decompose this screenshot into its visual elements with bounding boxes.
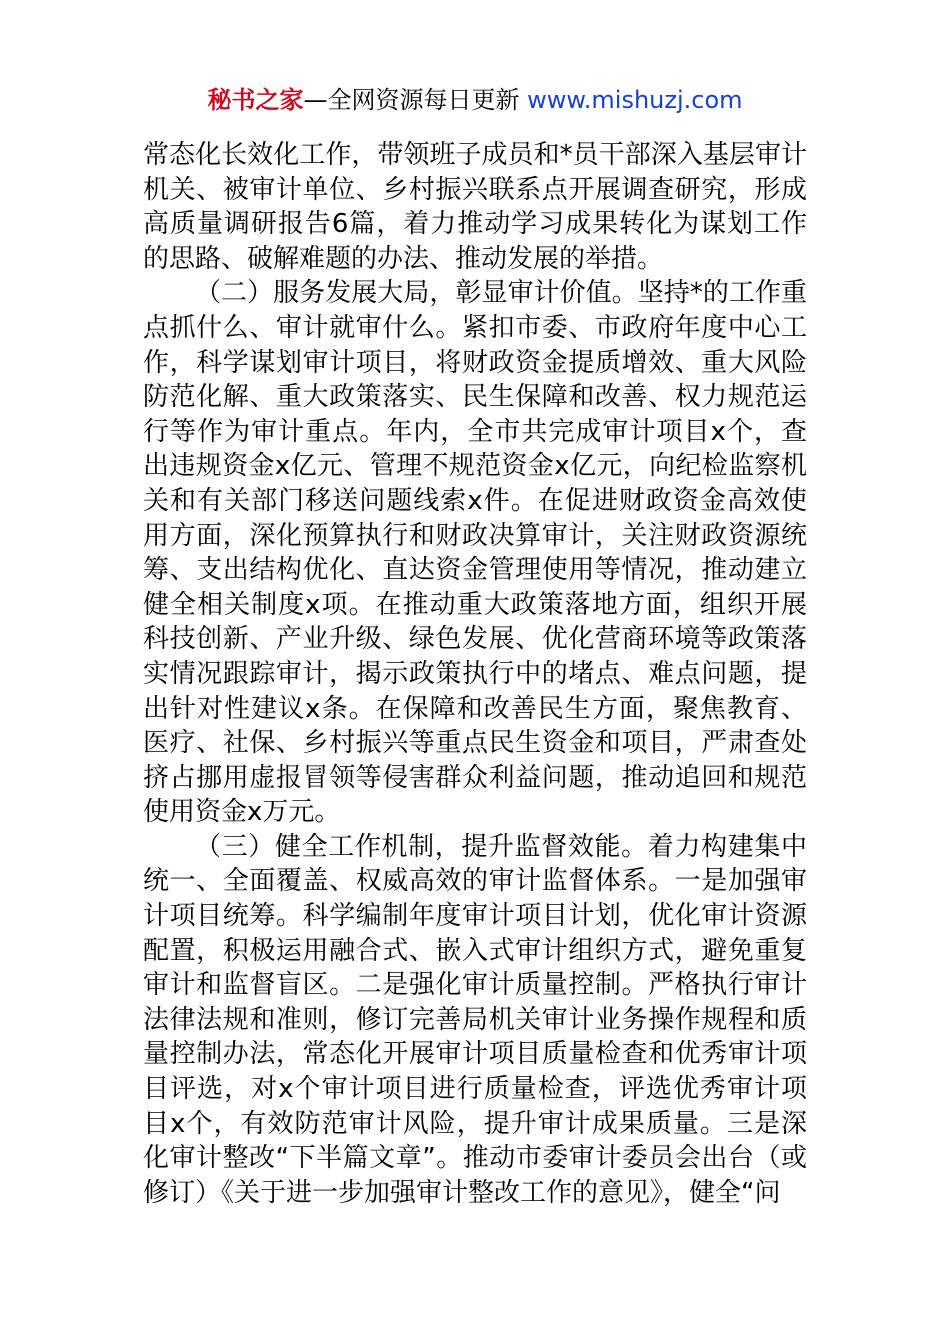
paragraph-continuation: 常态化长效化工作，带领班子成员和*员干部深入基层审计机关、被审计单位、乡村振兴联系点开展调查研究，形成高质量调研报告6篇，着力推动学习成果转化为谋划工作的思路、破解难题的办法、推动发展的举措。	[143, 140, 807, 274]
header-tagline: —全网资源每日更新	[303, 86, 528, 114]
page-header	[0, 84, 950, 116]
brand-name: 秘书之家	[207, 86, 304, 114]
paragraph-section-2: （二）服务发展大局，彰显审计价值。坚持*的工作重点抓什么、审计就审什么。紧扣市委、市政府年度中心工作，科学谋划审计项目，将财政资金提质增效、重大风险防范化解、重大政策落实、民生保障和改善、权力规范运行等作为审计重点。年内，全市共完成审计项目x个，查出违规资金x亿元、管理不规范资金x亿元，向纪检监察机关和有关部门移送问题线索x件。在促进财政资金高效使用方面，深化预算执行和财政决算审计，关注财政资源统筹、支出结构优化、直达资金管理使用等情况，推动建立健全相关制度x项。在推动重大政策落地方面，组织开展科技创新、产业升级、绿色发展、优化营商环境等政策落实情况跟踪审计，揭示政策执行中的堵点、难点问题，提出针对性建议x条。在保障和改善民生方面，聚焦教育、医疗、社保、乡村振兴等重点民生资金和项目，严肃查处挤占挪用虚报冒领等侵害群众利益问题，推动追回和规范使用资金x万元。	[143, 278, 807, 828]
document-body	[143, 138, 807, 1210]
site-url: www.mishuzj.com	[527, 86, 743, 114]
paragraph-section-3: （三）健全工作机制，提升监督效能。着力构建集中统一、全面覆盖、权威高效的审计监督体系。一是加强审计项目统筹。科学编制年度审计项目计划，优化审计资源配置，积极运用融合式、嵌入式审计组织方式，避免重复审计和监督盲区。二是强化审计质量控制。严格执行审计法律法规和准则，修订完善局机关审计业务操作规程和质量控制办法，常态化开展审计项目质量检查和优秀审计项目评选，对x个审计项目进行质量检查，评选优秀审计项目x个，有效防范审计风险，提升审计成果质量。三是深化审计整改“下半篇文章”。推动市委审计委员会出台（或修订）《关于进一步加强审计整改工作的意见》，健全“问	[143, 831, 807, 1208]
